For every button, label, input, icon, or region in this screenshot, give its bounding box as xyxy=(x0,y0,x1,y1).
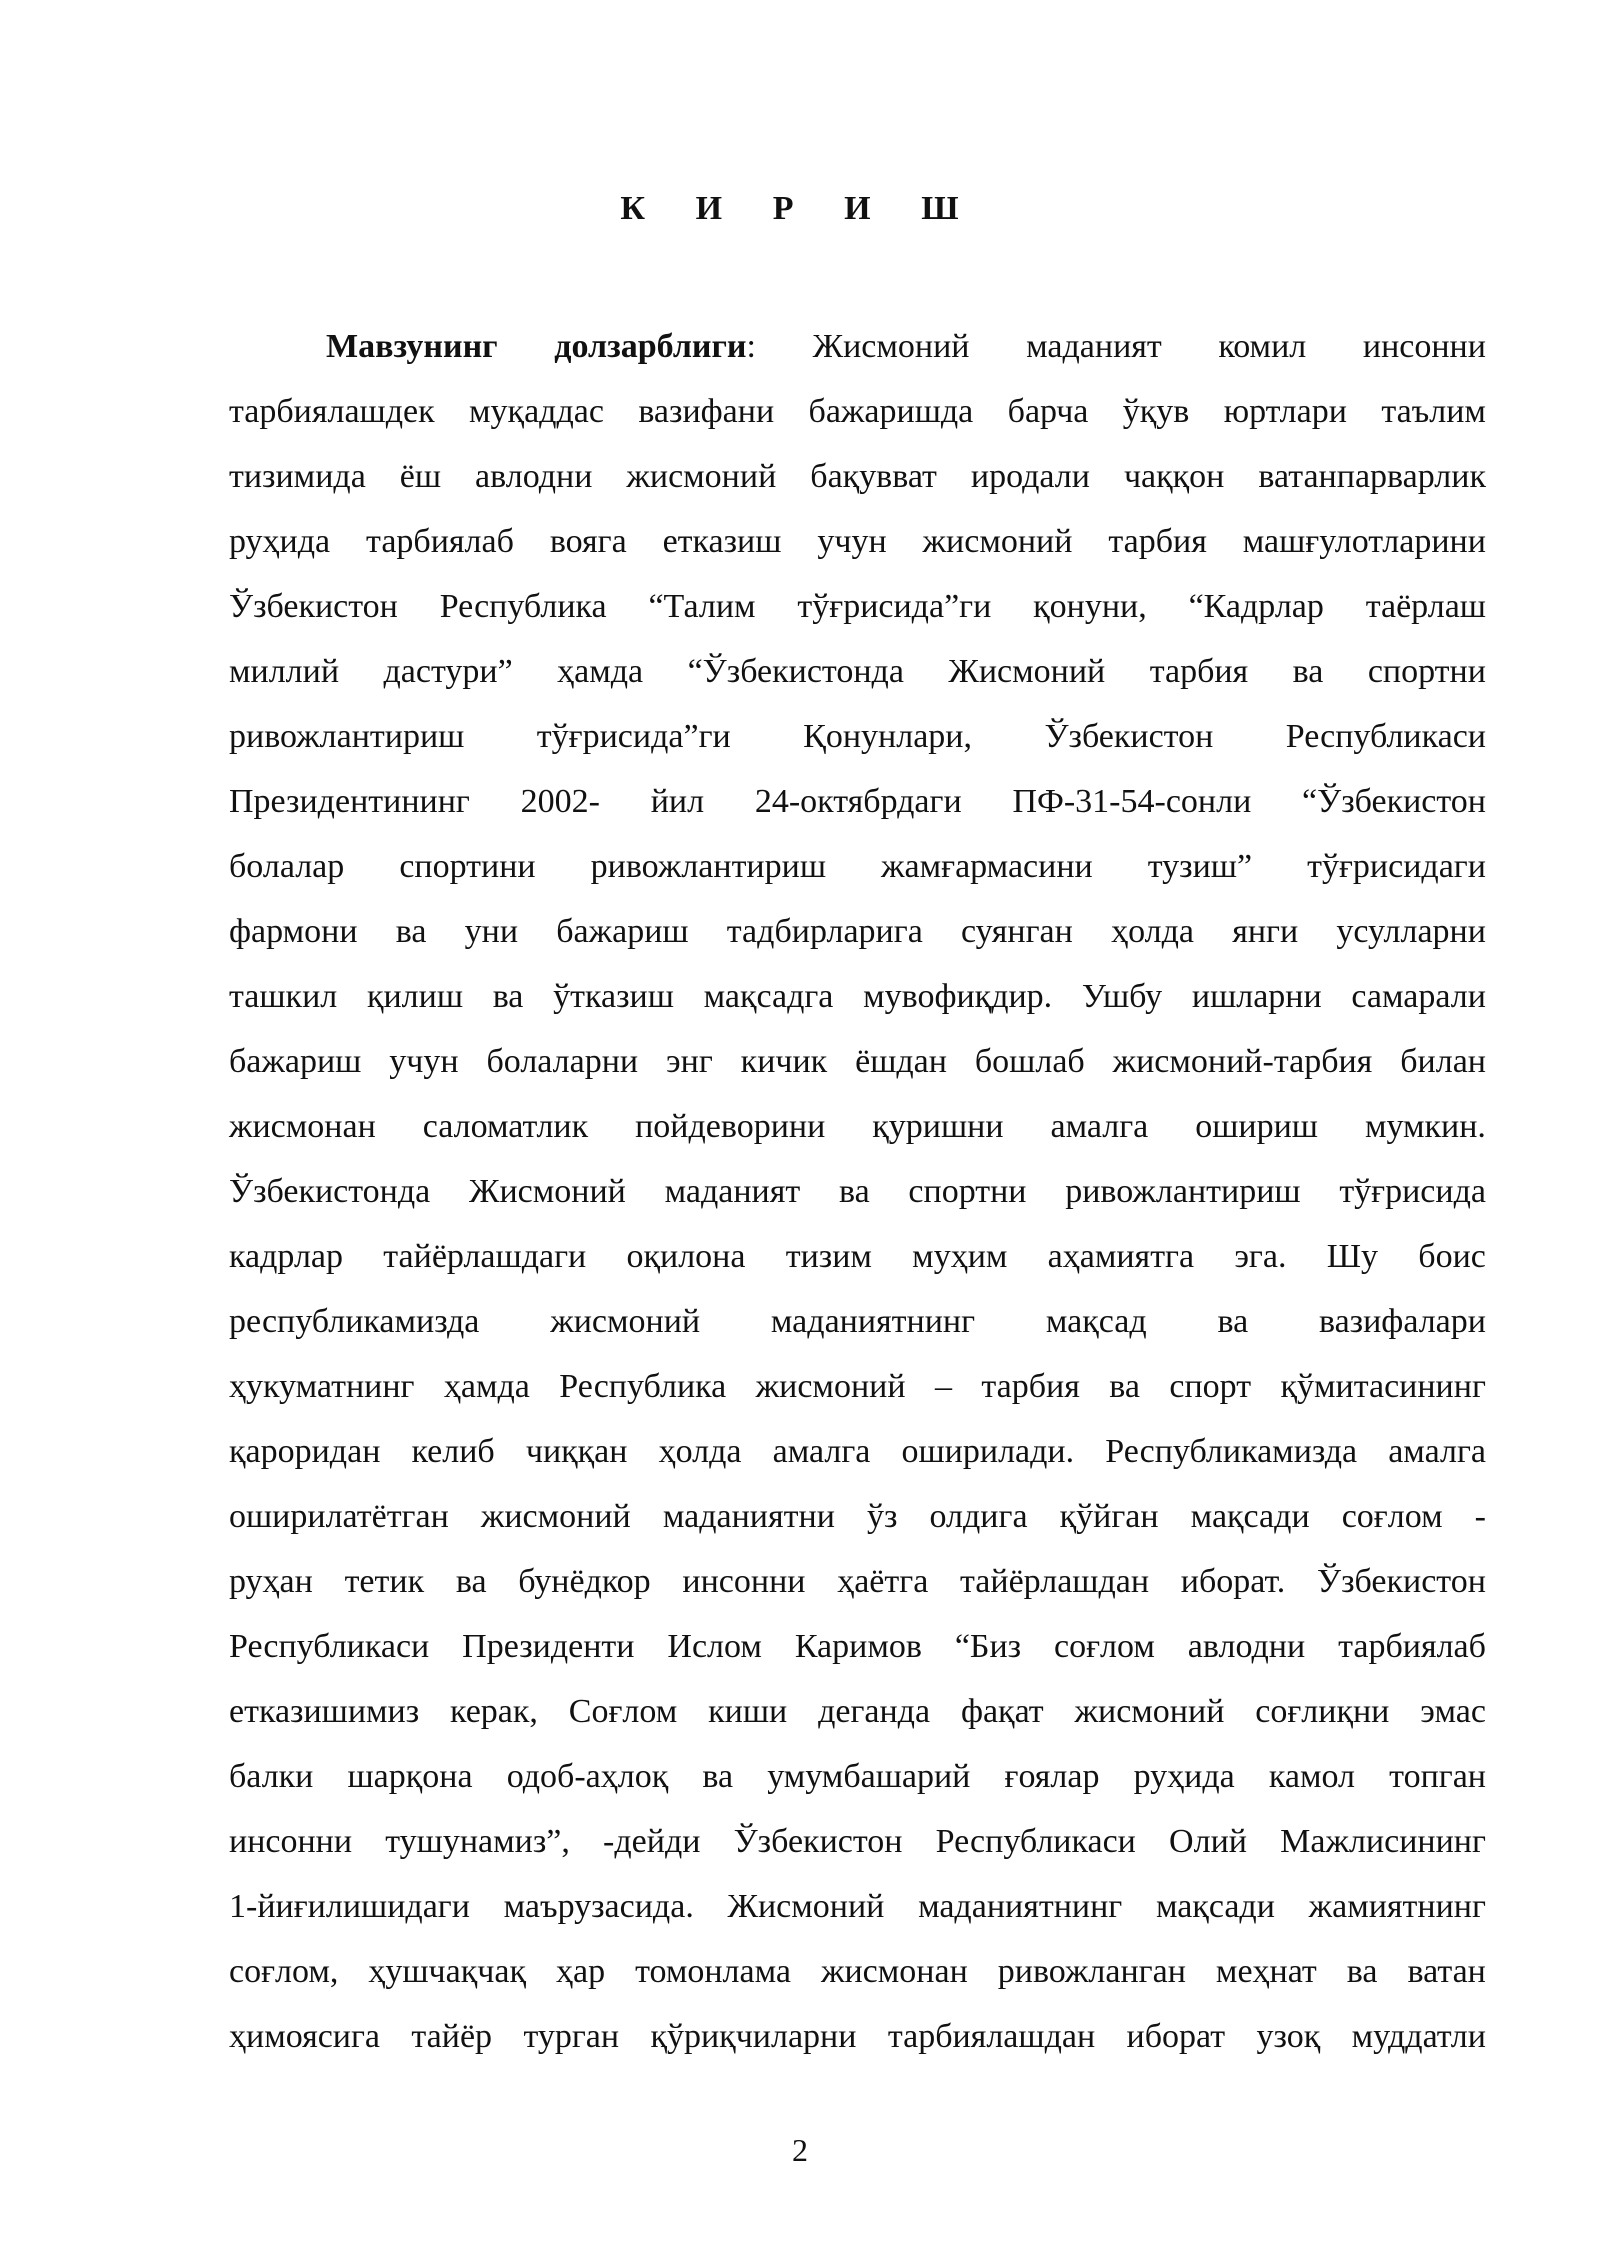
word: муддатли xyxy=(1351,2018,1486,2055)
word: инсонни xyxy=(682,1563,806,1600)
word: жисмоний xyxy=(626,458,777,495)
lead-colon: : xyxy=(746,328,756,365)
word: қонуни, xyxy=(1033,588,1147,625)
word: амалга xyxy=(1050,1108,1149,1145)
word: Ўзбекистонда xyxy=(229,1173,431,1210)
word: фармони xyxy=(229,913,358,950)
text-line-13 xyxy=(229,1094,1486,1159)
word: ривожлантириш xyxy=(229,718,465,755)
word: Қонунлари, xyxy=(803,718,972,755)
word: олдига xyxy=(929,1498,1028,1535)
text-line-14 xyxy=(229,1159,1486,1224)
word: ҳаётга xyxy=(837,1563,929,1600)
word: таёрлаш xyxy=(1365,588,1486,625)
word: Президенти xyxy=(462,1628,635,1665)
word: қилиш xyxy=(366,978,463,1015)
word: вазифалари xyxy=(1318,1303,1486,1340)
word: тўғрисида xyxy=(1339,1173,1486,1210)
word: тайёр xyxy=(411,2018,493,2055)
word: “Ўзбекистон xyxy=(1302,783,1486,820)
word: жисмоний xyxy=(922,523,1073,560)
word: бақувват xyxy=(810,458,937,495)
word: тарбиялашдан xyxy=(887,2018,1096,2055)
text-line-7 xyxy=(229,704,1486,769)
word: тетик xyxy=(344,1563,425,1600)
word: тарбия xyxy=(981,1368,1080,1405)
word: эга. xyxy=(1234,1238,1287,1275)
text-line-21 xyxy=(229,1614,1486,1679)
word: бажариш xyxy=(229,1043,362,1080)
word: Республикаси xyxy=(935,1823,1136,1860)
word: ва xyxy=(1292,653,1324,690)
word: Президентининг xyxy=(229,783,470,820)
word: тарбиялаб xyxy=(366,523,514,560)
word: маданиятнинг xyxy=(918,1888,1123,1925)
word: авлодни xyxy=(475,458,593,495)
word: бошлаб xyxy=(974,1043,1085,1080)
word: ва xyxy=(1346,1953,1378,1990)
text-line-27 xyxy=(229,2004,1486,2069)
word: барча xyxy=(1007,393,1089,430)
word: руҳида xyxy=(229,523,331,560)
word: ва xyxy=(838,1173,870,1210)
word: бажаришда xyxy=(808,393,974,430)
word: бажариш xyxy=(556,913,689,950)
word: Ўзбекистон xyxy=(733,1823,903,1860)
word: мақсад xyxy=(1045,1303,1147,1340)
text-line-6 xyxy=(229,639,1486,704)
word: қароридан xyxy=(229,1433,381,1470)
text-line-1 xyxy=(229,314,1486,379)
word: таълим xyxy=(1381,393,1486,430)
word: Жисмоний xyxy=(948,653,1106,690)
word: дастури” xyxy=(383,653,513,690)
word: Жисмоний xyxy=(812,328,970,365)
text-line-26 xyxy=(229,1939,1486,2004)
word: “Кадрлар xyxy=(1188,588,1324,625)
text-line-20 xyxy=(229,1549,1486,1614)
word: соғлиқни xyxy=(1255,1693,1390,1730)
word: тузиш” xyxy=(1147,848,1253,885)
word: ўтказиш xyxy=(553,978,674,1015)
word: жисмоний xyxy=(755,1368,906,1405)
word: ҳушчақчақ xyxy=(368,1953,526,1990)
word: вазифани xyxy=(638,393,775,430)
word: соғлом, xyxy=(229,1953,339,1990)
word: Мажлисининг xyxy=(1280,1823,1486,1860)
text-line-10 xyxy=(229,899,1486,964)
word: маданият xyxy=(1026,328,1162,365)
word: ҳукуматнинг xyxy=(229,1368,415,1405)
word: ривожлантириш xyxy=(1065,1173,1301,1210)
word: руҳан xyxy=(229,1563,313,1600)
word: одоб-аҳлоқ xyxy=(506,1758,669,1795)
text-line-9 xyxy=(229,834,1486,899)
word: ва xyxy=(1217,1303,1249,1340)
text-line-22 xyxy=(229,1679,1486,1744)
text-line-11 xyxy=(229,964,1486,1029)
word: комил xyxy=(1218,328,1307,365)
word: ташкил xyxy=(229,978,338,1015)
word: Республикаси xyxy=(229,1628,430,1665)
text-line-17 xyxy=(229,1354,1486,1419)
word: чиққан xyxy=(525,1433,628,1470)
word: ривожлантириш xyxy=(590,848,826,885)
word: ҳолда xyxy=(1111,913,1194,950)
word: Республикаси xyxy=(1285,718,1486,755)
page-number: 2 xyxy=(792,2132,808,2168)
word: инсонни xyxy=(229,1823,353,1860)
word: оширилатётган xyxy=(229,1498,449,1535)
word: саломатлик xyxy=(422,1108,589,1145)
word: инсонни xyxy=(1362,328,1486,365)
word: Ўзбекистон xyxy=(229,588,398,625)
word: 1-йиғилишидаги xyxy=(229,1888,470,1925)
body-text xyxy=(229,314,1486,2069)
word: оқилона xyxy=(626,1238,746,1275)
word: руҳида xyxy=(1133,1758,1235,1795)
word: пойдеворини xyxy=(635,1108,826,1145)
word: жамғармасини xyxy=(881,848,1093,885)
word: уни xyxy=(464,913,519,950)
word: ва xyxy=(492,978,524,1015)
word: мақсади xyxy=(1190,1498,1310,1535)
word: суянган xyxy=(960,913,1073,950)
word: иборат xyxy=(1126,2018,1226,2055)
text-line-24 xyxy=(229,1809,1486,1874)
word: тарбиялашдек xyxy=(229,393,435,430)
word: тарбиялаб xyxy=(1338,1628,1486,1665)
word: ўз xyxy=(866,1498,898,1535)
word: киши xyxy=(708,1693,788,1730)
text-line-23 xyxy=(229,1744,1486,1809)
word: Ушбу xyxy=(1081,978,1163,1015)
word: 2002- xyxy=(520,783,600,820)
word: янги xyxy=(1232,913,1299,950)
word: ғоялар xyxy=(1004,1758,1100,1795)
word: Ислом xyxy=(667,1628,762,1665)
word: ишларни xyxy=(1191,978,1322,1015)
word: машғулотларини xyxy=(1242,523,1486,560)
word: ўқув xyxy=(1122,393,1190,430)
word: келиб xyxy=(411,1433,495,1470)
word: кичик xyxy=(740,1043,828,1080)
text-line-5 xyxy=(229,574,1486,639)
word: маърузасида. xyxy=(503,1888,694,1925)
word: тадбирларига xyxy=(726,913,923,950)
word: амалга xyxy=(1388,1433,1486,1470)
word: қўриқчиларни xyxy=(650,2018,857,2055)
word: меҳнат xyxy=(1215,1953,1317,1990)
word: -дейди xyxy=(603,1823,701,1860)
word: шарқона xyxy=(347,1758,473,1795)
word: спортини xyxy=(399,848,536,885)
word: етказиш xyxy=(662,523,782,560)
word: Олий xyxy=(1169,1823,1247,1860)
word: энг xyxy=(666,1043,713,1080)
word: Каримов xyxy=(794,1628,922,1665)
word: ёшдан xyxy=(855,1043,947,1080)
word: ривожланган xyxy=(997,1953,1186,1990)
text-line-15 xyxy=(229,1224,1486,1289)
word: ҳамда xyxy=(443,1368,530,1405)
word: ёш xyxy=(399,458,442,495)
word: Республика xyxy=(439,588,607,625)
word: фақат xyxy=(960,1693,1044,1730)
word: - xyxy=(1474,1498,1486,1535)
lead-word: Мавзунинг xyxy=(326,328,498,365)
word: билан xyxy=(1400,1043,1486,1080)
lead-word: долзарблиги: xyxy=(554,328,756,365)
word: Ўзбекистон xyxy=(1317,1563,1486,1600)
word: жамиятнинг xyxy=(1308,1888,1486,1925)
page-heading: К И Р И Ш xyxy=(620,190,980,227)
word: ватанпарварлик xyxy=(1258,458,1486,495)
word: жисмоний xyxy=(480,1498,631,1535)
word: миллий xyxy=(229,653,340,690)
word: оширилади. xyxy=(901,1433,1075,1470)
word: маданиятни xyxy=(662,1498,835,1535)
word: топган xyxy=(1389,1758,1486,1795)
word: маданият xyxy=(664,1173,801,1210)
word: соғлом xyxy=(1341,1498,1443,1535)
word: иборат. xyxy=(1180,1563,1286,1600)
word: “Ўзбекистонда xyxy=(687,653,904,690)
word: жисмонан xyxy=(820,1953,968,1990)
word: керак, xyxy=(450,1693,538,1730)
word: боис xyxy=(1418,1238,1486,1275)
word: умумбашарий xyxy=(767,1758,971,1795)
word: аҳамиятга xyxy=(1047,1238,1195,1275)
text-line-12 xyxy=(229,1029,1486,1094)
word: жисмоний xyxy=(1074,1693,1225,1730)
text-line-2 xyxy=(229,379,1486,444)
word: Республика xyxy=(559,1368,727,1405)
word: етказишимиз xyxy=(229,1693,420,1730)
word: тизимида xyxy=(229,458,366,495)
word: мувофиқдир. xyxy=(863,978,1053,1015)
word: болаларни xyxy=(486,1043,639,1080)
word: вояга xyxy=(549,523,627,560)
word: қўмитасининг xyxy=(1280,1368,1486,1405)
text-line-16 xyxy=(229,1289,1486,1354)
word: 24-октябрдаги xyxy=(754,783,962,820)
word: ва xyxy=(702,1758,734,1795)
word: спорт xyxy=(1169,1368,1252,1405)
word: иродали xyxy=(970,458,1090,495)
text-line-25 xyxy=(229,1874,1486,1939)
word: камол xyxy=(1268,1758,1356,1795)
word: республикамизда xyxy=(229,1303,480,1340)
word: учун xyxy=(389,1043,459,1080)
word: бунёдкор xyxy=(518,1563,651,1600)
word: йил xyxy=(650,783,705,820)
text-line-8 xyxy=(229,769,1486,834)
text-line-18 xyxy=(229,1419,1486,1484)
word: балки xyxy=(229,1758,314,1795)
word: жисмоний-тарбия xyxy=(1112,1043,1373,1080)
word: ошириш xyxy=(1195,1108,1318,1145)
word: мақсадга xyxy=(703,978,834,1015)
word: кадрлар xyxy=(229,1238,344,1275)
word: спортни xyxy=(1367,653,1486,690)
text-line-19 xyxy=(229,1484,1486,1549)
word: спортни xyxy=(908,1173,1027,1210)
word: тизим xyxy=(785,1238,872,1275)
word: тўғрисидаги xyxy=(1307,848,1486,885)
word: эмас xyxy=(1420,1693,1486,1730)
word: тайёрлашдан xyxy=(960,1563,1150,1600)
word: жисмоний xyxy=(550,1303,701,1340)
word: Соғлом xyxy=(568,1693,678,1730)
word: қуришни xyxy=(872,1108,1004,1145)
word: ва xyxy=(1109,1368,1140,1405)
word: қўйган xyxy=(1059,1498,1159,1535)
word: жисмонан xyxy=(229,1108,376,1145)
word: ҳимоясига xyxy=(229,2018,381,2055)
word: соғлом xyxy=(1054,1628,1155,1665)
text-line-3 xyxy=(229,444,1486,509)
word: деганда xyxy=(818,1693,931,1730)
word: турган xyxy=(523,2018,620,2055)
word: чаққон xyxy=(1123,458,1225,495)
word: тарбия xyxy=(1149,653,1249,690)
word: Ўзбекистон xyxy=(1044,718,1214,755)
word: тўғрисида”ги xyxy=(797,588,992,625)
word: ва xyxy=(395,913,427,950)
text-line-4 xyxy=(229,509,1486,574)
word: ҳамда xyxy=(557,653,644,690)
word: Республикамизда xyxy=(1105,1433,1358,1470)
word: усулларни xyxy=(1336,913,1486,950)
word: ватан xyxy=(1407,1953,1486,1990)
word: узоқ xyxy=(1256,2018,1321,2055)
word: ҳолда xyxy=(658,1433,742,1470)
word: томонлама xyxy=(635,1953,791,1990)
word: Жисмоний xyxy=(468,1173,626,1210)
word: амалга xyxy=(772,1433,871,1470)
word: ПФ-31-54-сонли xyxy=(1012,783,1252,820)
word: авлодни xyxy=(1187,1628,1306,1665)
word: болалар xyxy=(229,848,345,885)
word: юртлари xyxy=(1223,393,1347,430)
word: тайёрлашдаги xyxy=(383,1238,587,1275)
word: тушунамиз”, xyxy=(385,1823,570,1860)
word: “Талим xyxy=(648,588,756,625)
word: Шу xyxy=(1326,1238,1379,1275)
word: мақсади xyxy=(1155,1888,1275,1925)
word: Жисмоний xyxy=(727,1888,885,1925)
word: учун xyxy=(817,523,887,560)
word: муҳим xyxy=(912,1238,1008,1275)
word: тарбия xyxy=(1108,523,1207,560)
word: ва xyxy=(455,1563,487,1600)
word: тўғрисида”ги xyxy=(536,718,731,755)
word: маданиятнинг xyxy=(770,1303,976,1340)
word: муқаддас xyxy=(469,393,604,430)
word: ҳар xyxy=(555,1953,606,1990)
word: мумкин. xyxy=(1364,1108,1486,1145)
word: – xyxy=(934,1368,952,1405)
word: “Биз xyxy=(954,1628,1022,1665)
word: самарали xyxy=(1351,978,1486,1015)
